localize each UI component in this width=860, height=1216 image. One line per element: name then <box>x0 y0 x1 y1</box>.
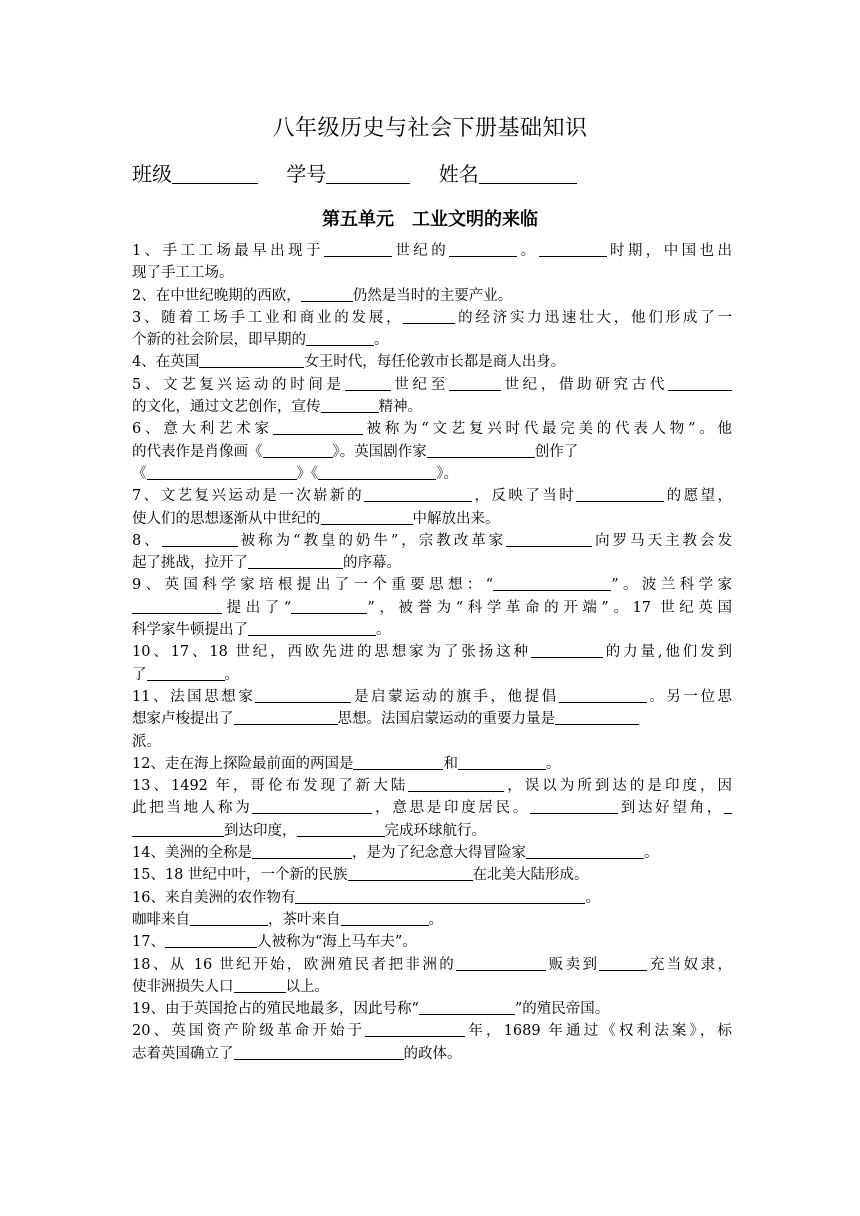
answer-blank[interactable] <box>295 888 585 904</box>
name-blank[interactable] <box>479 163 577 184</box>
question-text: 的经济实力迅速壮大，他们形成了一 <box>455 309 732 326</box>
question-line <box>132 909 732 931</box>
answer-blank[interactable] <box>419 999 515 1015</box>
question-text: 向罗马天主教会发 <box>592 532 733 549</box>
answer-blank[interactable] <box>456 955 546 971</box>
question-text: ，误以为所到达的是印度，因 <box>504 778 733 795</box>
answer-blank[interactable] <box>493 575 611 591</box>
question-list <box>132 240 732 1065</box>
class-field <box>132 158 258 187</box>
answer-blank[interactable] <box>458 754 546 770</box>
question-text: 了 <box>132 666 147 683</box>
question-line <box>132 1043 732 1065</box>
answer-blank[interactable] <box>301 286 353 302</box>
question-text: 思想。法国启蒙运动的重要力量是 <box>337 711 555 728</box>
question-text: 。另一位思 <box>646 688 733 705</box>
question-text: 的力量,他们发到 <box>602 644 732 661</box>
answer-blank[interactable] <box>318 464 436 480</box>
question-text: 咖啡来自 <box>132 911 190 928</box>
answer-blank[interactable] <box>248 553 343 569</box>
question-line <box>132 351 732 373</box>
question-text: ”。波兰科学家 <box>611 577 733 594</box>
answer-blank[interactable] <box>364 486 472 502</box>
question-line <box>132 664 732 686</box>
answer-blank[interactable] <box>255 687 351 703</box>
answer-blank[interactable] <box>427 442 535 458</box>
question-text: 中解放出来。 <box>412 510 500 527</box>
answer-blank[interactable] <box>248 620 376 636</box>
question-line <box>132 686 732 708</box>
question-text: 3、随着工场手工业和商业的发展， <box>132 309 404 326</box>
question-text: 年，1689 年通过《权利法案》，标 <box>465 1023 733 1040</box>
answer-blank[interactable] <box>306 330 374 346</box>
question-text: ”的殖民帝国。 <box>514 1001 610 1018</box>
question-text: 》《 <box>296 465 319 482</box>
question-text: 完成环球航行。 <box>384 822 486 839</box>
answer-blank[interactable] <box>147 665 225 681</box>
answer-blank[interactable] <box>234 1044 404 1060</box>
question-text: 。 <box>374 332 389 349</box>
question-line <box>132 820 732 842</box>
answer-blank[interactable] <box>252 798 372 814</box>
question-text: 。 <box>545 755 561 772</box>
question-text: 和 <box>443 755 458 772</box>
question-text: 2、在中世纪晚期的西欧， <box>132 287 301 304</box>
student-info-row <box>132 158 599 187</box>
answer-blank[interactable] <box>199 352 304 368</box>
answer-blank[interactable] <box>234 709 338 725</box>
answer-blank[interactable] <box>190 910 268 926</box>
question-line <box>132 931 732 953</box>
question-text: 16、来自美洲的农作物有 <box>132 889 296 906</box>
name-label: 姓名 <box>438 162 479 186</box>
question-text: 18、从 16 世纪开始，欧洲殖民者把非洲的 <box>132 956 457 973</box>
question-text: 使非洲损失人口 <box>132 978 234 995</box>
question-text: 5、文艺复兴运动的时间是 <box>132 376 345 393</box>
question-text: 贩卖到 <box>546 956 600 973</box>
page-title: 八年级历史与社会下册基础知识 <box>272 116 588 141</box>
question-text: 的文化，通过文艺创作，宣传 <box>132 399 321 416</box>
question-text: 派。 <box>132 733 161 750</box>
question-text: 以上。 <box>285 978 329 995</box>
question-line <box>132 1020 732 1042</box>
question-text: 是启蒙运动的旗手，他提倡 <box>351 688 559 705</box>
answer-blank[interactable] <box>724 798 732 814</box>
question-text: 在北美大陆形成。 <box>472 867 589 884</box>
answer-blank[interactable] <box>162 531 238 547</box>
class-blank[interactable] <box>172 163 258 184</box>
question-text: 被称为“教皇的奶牛”，宗教改革家 <box>237 532 507 549</box>
question-line <box>132 285 732 307</box>
student-number-label: 学号 <box>286 162 327 186</box>
question-text: 14、美洲的全称是 <box>132 845 252 862</box>
answer-blank[interactable] <box>408 776 504 792</box>
question-text: 。 <box>643 845 659 862</box>
question-line <box>132 329 732 351</box>
question-text: 9、英国科学家培根提出了一个重要思想：“ <box>132 577 494 594</box>
answer-blank[interactable] <box>576 486 664 502</box>
question-text: 仍然是当时的主要产业。 <box>352 287 513 304</box>
answer-blank[interactable] <box>321 397 379 413</box>
question-line <box>132 597 732 619</box>
question-text: ，意思是印度居民。 <box>372 800 531 817</box>
question-line <box>132 708 732 730</box>
question-text: 7、文艺复兴运动是一次崭新的 <box>132 488 365 505</box>
question-text: 4、在英国 <box>132 354 200 371</box>
question-line <box>132 887 732 909</box>
question-text: 的愿望， <box>664 488 733 505</box>
question-text: ”，被誉为“科学革命的开端”。17 世纪英国 <box>367 599 732 616</box>
question-text: 19、由于英国抢占的殖民地最多，因此号称“ <box>132 1001 419 1018</box>
answer-blank[interactable] <box>530 798 618 814</box>
question-text: 志着英国确立了 <box>132 1045 234 1062</box>
question-text: 11、法国思想家 <box>132 688 256 705</box>
question-text: 17、 <box>132 934 165 951</box>
question-text: 8、 <box>132 532 162 549</box>
question-text: 时期，中国也出 <box>606 243 733 259</box>
question-text: 被称为“文艺复兴时代最完美的代表人物”。他 <box>362 421 732 438</box>
question-text: 想家卢梭提出了 <box>132 711 234 728</box>
answer-blank[interactable] <box>348 865 473 881</box>
question-text: 6、意大利艺术家 <box>132 421 273 438</box>
question-line <box>132 463 732 485</box>
student-number-blank[interactable] <box>326 163 410 184</box>
unit-number: 第五单元 <box>322 209 394 230</box>
question-line <box>132 864 732 886</box>
unit-name: 工业文明的来临 <box>412 209 538 230</box>
question-line <box>132 842 732 864</box>
question-text: 世纪的 <box>391 243 450 259</box>
answer-blank[interactable] <box>252 843 352 859</box>
question-text: ，茶叶来自 <box>268 911 341 928</box>
question-text: 女王时代，每任伦敦市长都是商人出身。 <box>304 354 566 371</box>
question-line <box>132 574 732 596</box>
answer-blank[interactable] <box>668 375 732 391</box>
question-line <box>132 775 732 797</box>
question-text: 15、18 世纪中叶，一个新的民族 <box>132 867 348 884</box>
answer-blank[interactable] <box>165 932 257 948</box>
answer-blank[interactable] <box>506 531 592 547</box>
question-line <box>132 797 732 819</box>
question-line <box>132 307 732 329</box>
question-text: 人被称为“海上马车夫”。 <box>256 934 417 951</box>
answer-blank[interactable] <box>234 977 286 993</box>
question-text: 12、走在海上探险最前面的两国是 <box>132 755 354 772</box>
question-line <box>132 262 732 284</box>
question-line <box>132 240 732 262</box>
question-text: 到达印度， <box>224 822 297 839</box>
question-line <box>132 619 732 641</box>
class-label: 班级 <box>132 162 172 186</box>
answer-blank[interactable] <box>555 709 639 725</box>
answer-blank[interactable] <box>559 687 647 703</box>
question-line <box>132 954 732 976</box>
question-text: ，反映了当时 <box>472 488 577 505</box>
question-line <box>132 530 732 552</box>
question-text: 10、17、18 世纪，西欧先进的思想家为了张扬这种 <box>132 644 531 661</box>
question-text: 世纪，借助研究古代 <box>500 376 668 393</box>
student-number-field <box>286 158 410 187</box>
question-line <box>132 441 732 463</box>
question-text: ，是为了纪念意大得冒险家 <box>351 845 526 862</box>
question-line <box>132 485 732 507</box>
question-text: 到达好望角， <box>618 800 725 817</box>
answer-blank[interactable] <box>132 598 222 614</box>
question-line <box>132 418 732 440</box>
question-text: 世纪至 <box>390 376 449 393</box>
unit-heading <box>0 205 860 231</box>
question-text: 。 <box>224 666 239 683</box>
question-text: 创作了 <box>534 443 579 460</box>
answer-blank[interactable] <box>132 821 224 837</box>
answer-blank[interactable] <box>539 241 607 257</box>
question-line <box>132 731 732 753</box>
answer-blank[interactable] <box>526 843 644 859</box>
question-text: 起了挑战，拉开了 <box>132 555 248 572</box>
answer-blank[interactable] <box>531 642 603 658</box>
answer-blank[interactable] <box>291 598 367 614</box>
question-text: 的政体。 <box>403 1045 462 1062</box>
answer-blank[interactable] <box>449 241 517 257</box>
question-line <box>132 374 732 396</box>
question-text: 科学家牛顿提出了 <box>132 622 248 639</box>
answer-blank[interactable] <box>353 754 443 770</box>
question-text: 现了手工工场。 <box>132 265 234 282</box>
question-text: 。 <box>585 889 600 906</box>
question-text: 《 <box>132 465 147 482</box>
answer-blank[interactable] <box>345 375 391 391</box>
question-text: 20、英国资产阶级革命开始于 <box>132 1023 366 1040</box>
question-text: 精神。 <box>378 399 422 416</box>
question-text: 的序幕。 <box>343 555 401 572</box>
answer-blank[interactable] <box>147 464 297 480</box>
answer-blank[interactable] <box>449 375 501 391</box>
answer-blank[interactable] <box>321 509 413 525</box>
question-text: 个新的社会阶层，即早期的 <box>132 332 306 349</box>
question-text: 提出了“ <box>222 599 292 616</box>
question-text: 。 <box>376 622 391 639</box>
question-line <box>132 753 732 775</box>
question-line <box>132 552 732 574</box>
answer-blank[interactable] <box>599 955 647 971</box>
question-line <box>132 998 732 1020</box>
question-text: 》。英国剧作家 <box>332 443 427 460</box>
question-text: 1、手工工场最早出现于 <box>132 243 324 259</box>
question-text: 的代表作是肖像画《 <box>132 443 263 460</box>
answer-blank[interactable] <box>324 241 392 257</box>
name-field <box>439 158 577 187</box>
question-text: 。 <box>428 911 443 928</box>
question-line <box>132 976 732 998</box>
question-line <box>132 396 732 418</box>
answer-blank[interactable] <box>403 308 455 324</box>
question-line <box>132 641 732 663</box>
answer-blank[interactable] <box>263 442 333 458</box>
answer-blank[interactable] <box>273 419 363 435</box>
question-text: 充当奴隶， <box>647 956 733 973</box>
question-text: 13、1492 年，哥伦布发现了新大陆 <box>132 778 409 795</box>
answer-blank[interactable] <box>297 821 385 837</box>
question-line <box>132 508 732 530</box>
question-text: 使人们的思想逐渐从中世纪的 <box>132 510 321 527</box>
question-text: 此把当地人称为 <box>132 800 253 817</box>
answer-blank[interactable] <box>365 1021 465 1037</box>
question-text: 。 <box>517 243 539 259</box>
answer-blank[interactable] <box>341 910 429 926</box>
question-text: 》。 <box>436 465 458 482</box>
